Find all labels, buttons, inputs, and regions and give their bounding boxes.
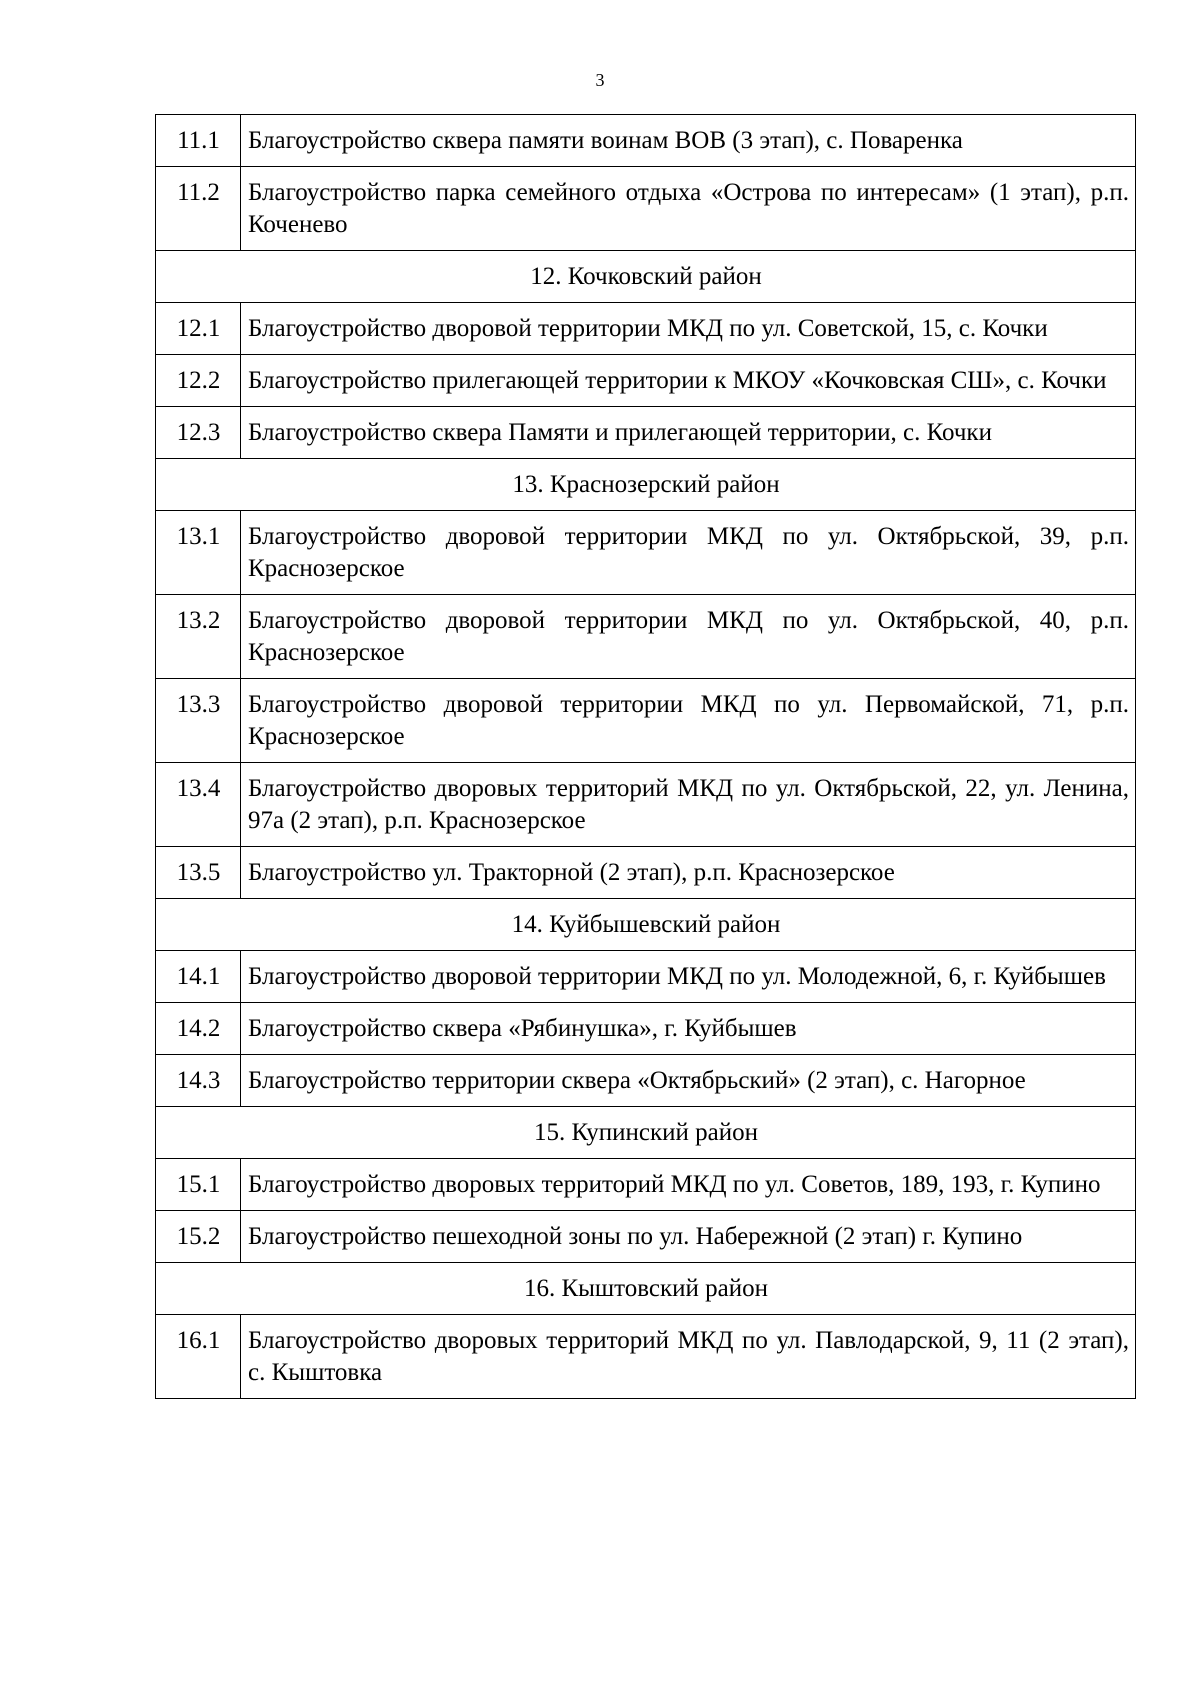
- section-heading: 14. Куйбышевский район: [156, 899, 1136, 951]
- item-description: Благоустройство ул. Тракторной (2 этап), р.п. Краснозерское: [241, 847, 1136, 899]
- table-row: [156, 407, 1136, 459]
- item-description: Благоустройство дворовой территории МКД по ул. Молодежной, 6, г. Куйбышев: [241, 951, 1136, 1003]
- item-description: Благоустройство дворовой территории МКД по ул. Первомайской, 71, р.п. Краснозерское: [241, 679, 1136, 763]
- item-number: 15.1: [156, 1159, 241, 1211]
- projects-table-body: [156, 115, 1136, 1399]
- section-row: [156, 251, 1136, 303]
- item-description: Благоустройство прилегающей территории к МКОУ «Кочковская СШ», с. Кочки: [241, 355, 1136, 407]
- table-row: [156, 847, 1136, 899]
- item-description: Благоустройство дворовых территорий МКД по ул. Советов, 189, 193, г. Купино: [241, 1159, 1136, 1211]
- item-number: 14.2: [156, 1003, 241, 1055]
- section-heading: 12. Кочковский район: [156, 251, 1136, 303]
- section-row: [156, 1107, 1136, 1159]
- table-row: [156, 167, 1136, 251]
- item-description: Благоустройство территории сквера «Октябрьский» (2 этап), с. Нагорное: [241, 1055, 1136, 1107]
- item-description: Благоустройство парка семейного отдыха «Острова по интересам» (1 этап), р.п. Коченево: [241, 167, 1136, 251]
- item-number: 13.5: [156, 847, 241, 899]
- table-row: [156, 303, 1136, 355]
- item-description: Благоустройство сквера «Рябинушка», г. Куйбышев: [241, 1003, 1136, 1055]
- table-row: [156, 1211, 1136, 1263]
- section-row: [156, 1263, 1136, 1315]
- item-number: 11.2: [156, 167, 241, 251]
- table-row: [156, 679, 1136, 763]
- item-description: Благоустройство пешеходной зоны по ул. Набережной (2 этап) г. Купино: [241, 1211, 1136, 1263]
- table-row: [156, 1003, 1136, 1055]
- item-description: Благоустройство сквера Памяти и прилегающей территории, с. Кочки: [241, 407, 1136, 459]
- item-number: 13.2: [156, 595, 241, 679]
- item-description: Благоустройство сквера памяти воинам ВОВ (3 этап), с. Поваренка: [241, 115, 1136, 167]
- item-number: 12.2: [156, 355, 241, 407]
- table-row: [156, 763, 1136, 847]
- item-number: 16.1: [156, 1315, 241, 1399]
- section-heading: 13. Краснозерский район: [156, 459, 1136, 511]
- item-number: 12.3: [156, 407, 241, 459]
- item-number: 11.1: [156, 115, 241, 167]
- section-heading: 15. Купинский район: [156, 1107, 1136, 1159]
- item-description: Благоустройство дворовой территории МКД по ул. Октябрьской, 39, р.п. Краснозерское: [241, 511, 1136, 595]
- item-description: Благоустройство дворовых территорий МКД по ул. Павлодарской, 9, 11 (2 этап), с. Кыштовка: [241, 1315, 1136, 1399]
- section-row: [156, 899, 1136, 951]
- table-row: [156, 951, 1136, 1003]
- page-number: 3: [595, 70, 605, 90]
- table-row: [156, 511, 1136, 595]
- table-row: [156, 595, 1136, 679]
- item-number: 15.2: [156, 1211, 241, 1263]
- table-row: [156, 1315, 1136, 1399]
- item-description: Благоустройство дворовой территории МКД по ул. Октябрьской, 40, р.п. Краснозерское: [241, 595, 1136, 679]
- table-row: [156, 115, 1136, 167]
- projects-table: [155, 114, 1136, 1399]
- item-description: Благоустройство дворовых территорий МКД по ул. Октябрьской, 22, ул. Ленина, 97а (2 этап), р.п. Краснозерское: [241, 763, 1136, 847]
- section-row: [156, 459, 1136, 511]
- item-number: 13.3: [156, 679, 241, 763]
- table-row: [156, 1159, 1136, 1211]
- item-number: 13.1: [156, 511, 241, 595]
- table-row: [156, 355, 1136, 407]
- section-heading: 16. Кыштовский район: [156, 1263, 1136, 1315]
- table-row: [156, 1055, 1136, 1107]
- item-number: 14.1: [156, 951, 241, 1003]
- item-number: 13.4: [156, 763, 241, 847]
- item-description: Благоустройство дворовой территории МКД по ул. Советской, 15, с. Кочки: [241, 303, 1136, 355]
- item-number: 12.1: [156, 303, 241, 355]
- item-number: 14.3: [156, 1055, 241, 1107]
